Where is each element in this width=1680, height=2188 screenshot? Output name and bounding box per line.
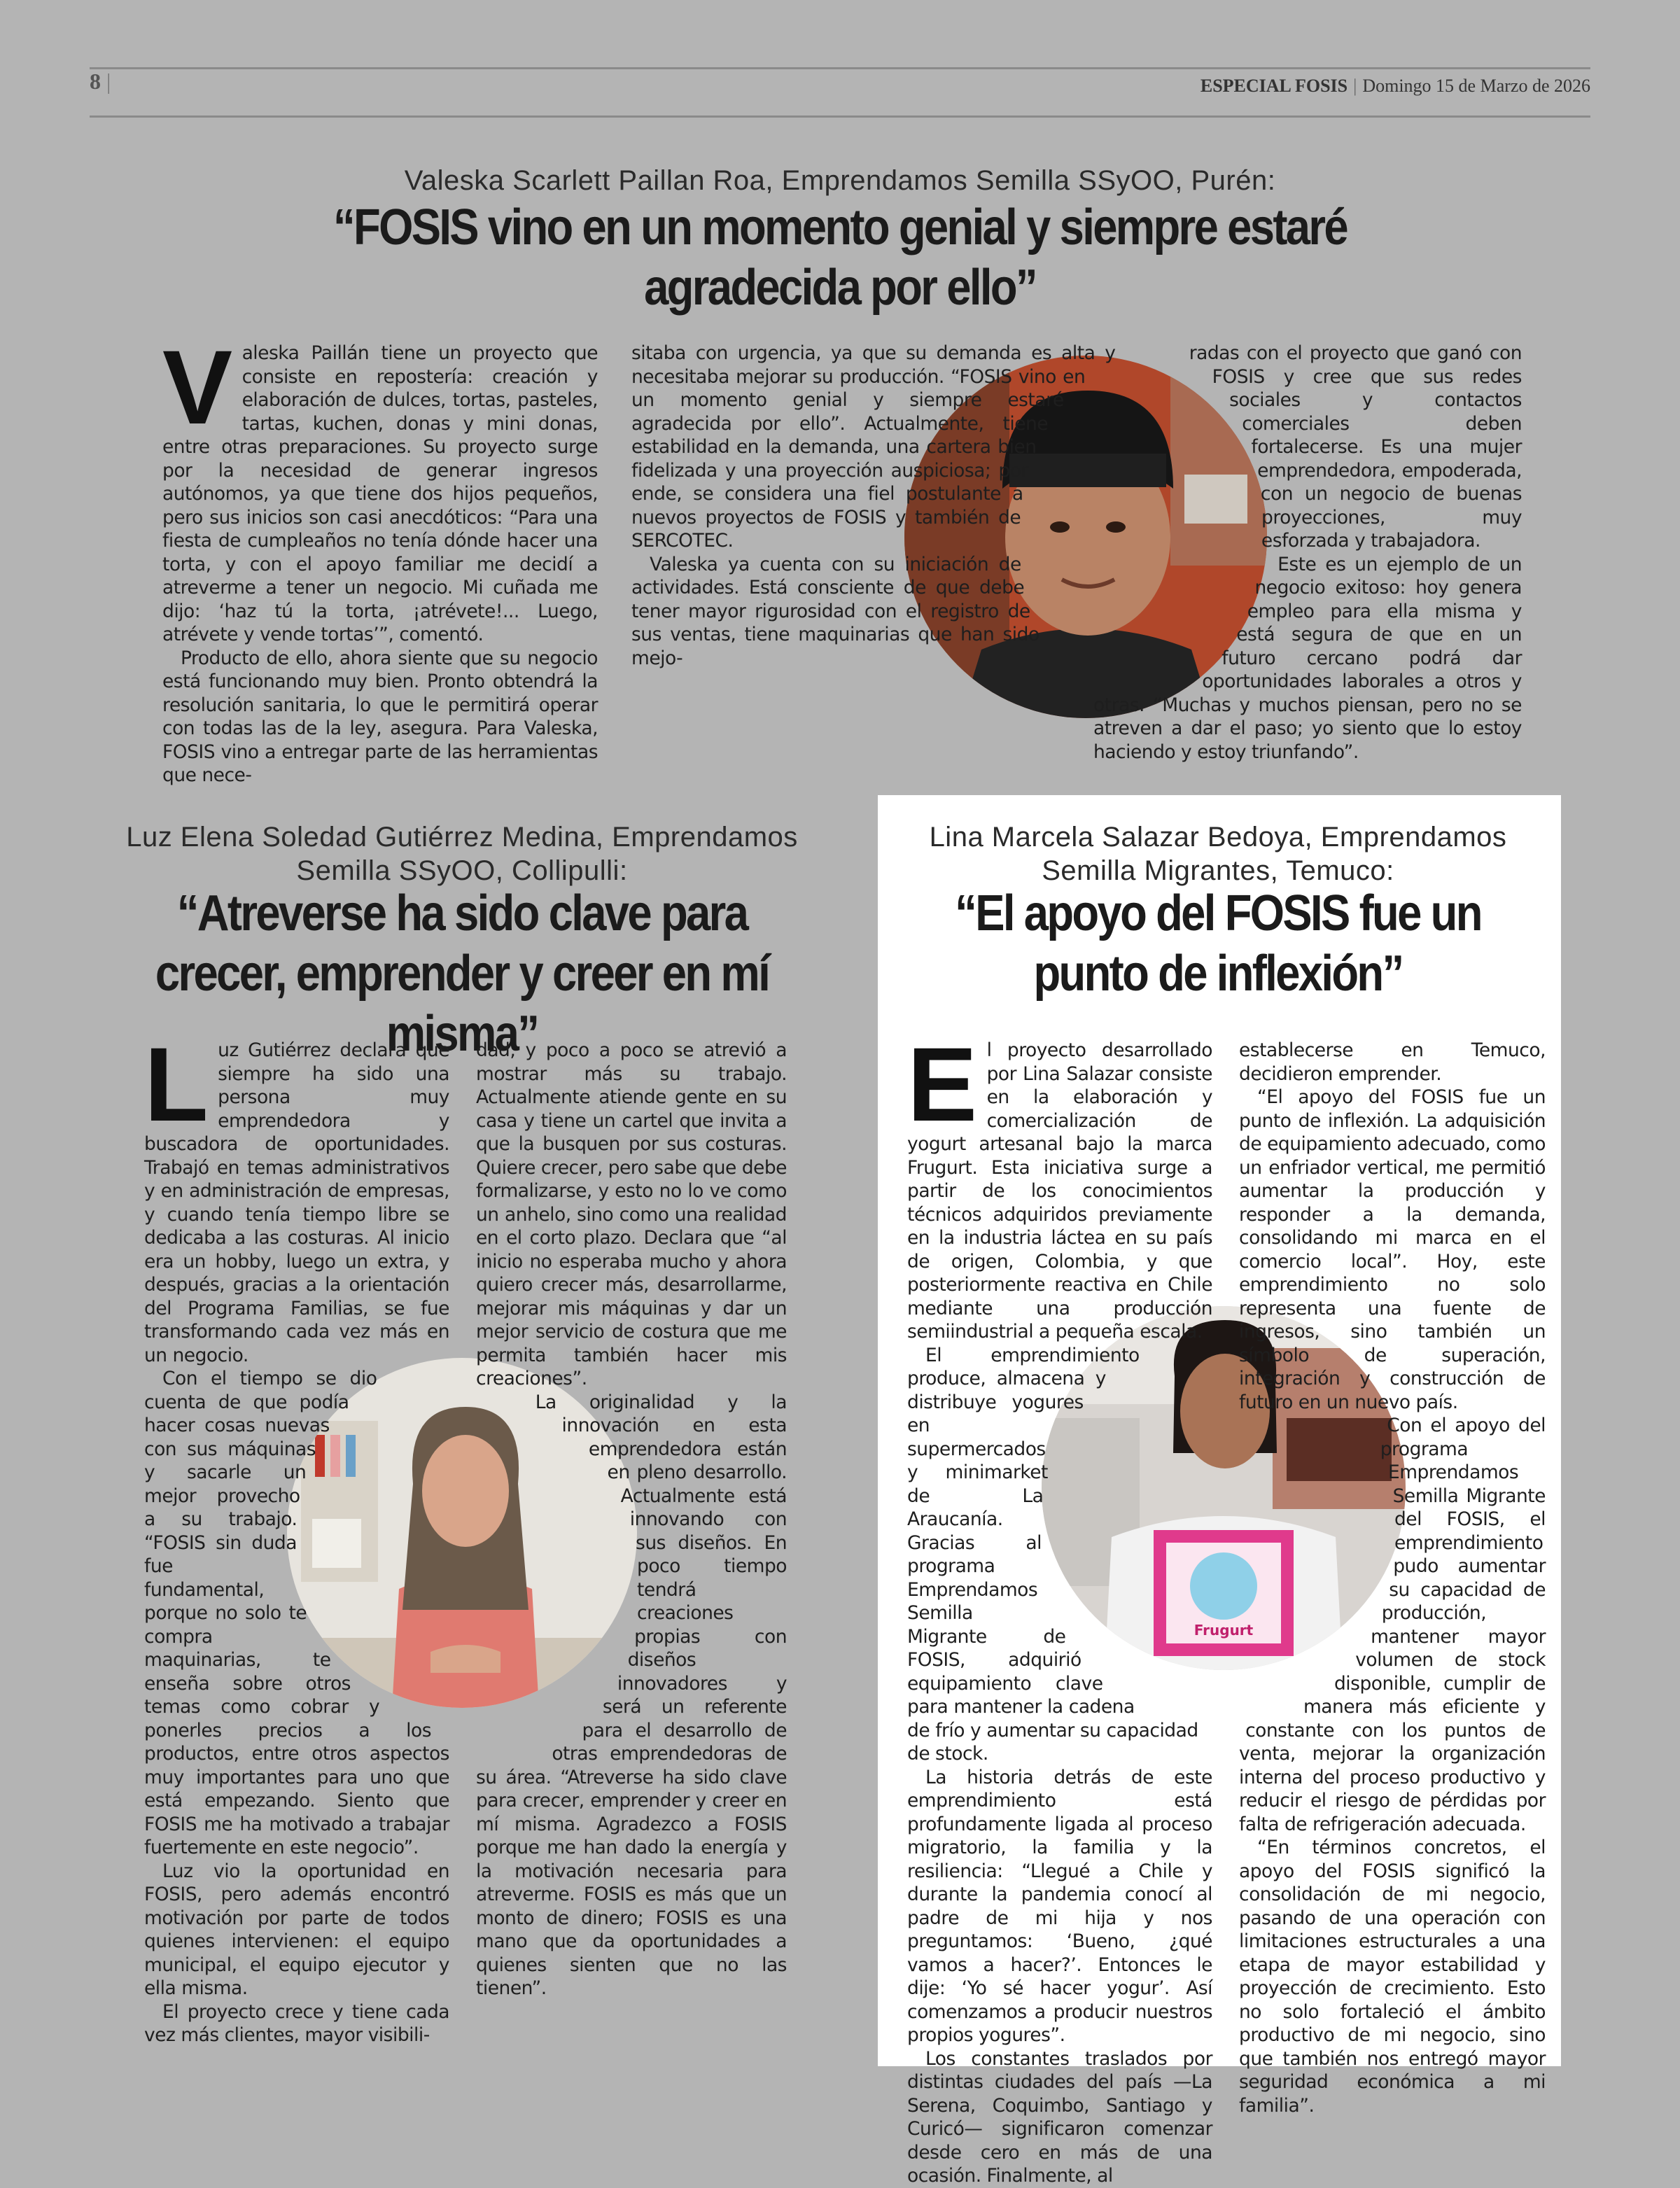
article1-body [162,328,1522,786]
article1-byline: Valeska Scarlett Paillan Roa, Emprendamos Semilla SSyOO, Purén: [404,165,1276,196]
article1-column-1: Valeska Paillán tiene un proyecto que consiste en repostería: creación y elaboración de dulces, tortas, pasteles, tartas, kuchen, donas y mini donas, entre otras preparaciones. Su proyecto surge por la necesidad de generar ingresos autónomos, ya que tiene dos hijos pequeños, pero sus inicios son casi anecdóticos: “Para una fiesta de cumpleaños no tenía dónde hacer una torta, y con el apoyo familiar me decidí a atreverme a tener un negocio. Mi cuñada me dijo: ‘haz tú la torta, ¡atrévete!... Luego, atrévete y vende tortas’”, comentó. Producto de ello, ahora siente que su negocio está funcionando muy bien. Pronto obtendrá la resolución sanitaria, lo que le permitirá operar con todas las de la ley, asegura. Para Valeska, FOSIS vino a entregar parte de las herramientas que nece- [162,328,598,786]
issue-date: Domingo 15 de Marzo de 2026 [1362,76,1590,96]
header-rule [90,115,1590,118]
article3-dropcap: E [907,1025,977,1143]
top-rule [90,67,1590,69]
article1-headline: “FOSIS vino en un momento genial y siempre estaré agradecida por ello” [332,199,1348,316]
article2-byline: Luz Elena Soledad Gutiérrez Medina, Emprendamos Semilla SSyOO, Collipulli: [126,822,798,886]
article3-body [907,1025,1546,2187]
frugurt-sign: Frugurt [1194,1622,1254,1639]
article2-column-1: Luz Gutiérrez declara que siempre ha sido una persona muy emprendedora y buscadora de oportunidades. Trabajó en temas administrativos y en administración de empresas, y cuando tenía tiempo libre se dedicaba a las costuras. Al inicio era un hobby, luego un extra, y después, gracias a la orientación del Programa Familias, se fue transformando cada vez más en un negocio. Con el tiempo se dio cuenta de que podía hacer cosas nuevas con sus máquinas y sacarle un mejor provecho a su trabajo. “FOSIS sin duda fue fundamental, porque no solo te compra maquinarias, te enseña sobre otros temas como cobrar y ponerles precios a los productos, entre otros aspectos muy importantes para uno que está empezando. Siento que FOSIS me ha motivado a trabajar fuertemente en este negocio”. Luz vio la oportunidad en FOSIS, pero además encontró motivación por parte de todos quienes intervienen: el equipo municipal, el equipo ejecutor y ella misma. El proyecto crece y tiene cada vez más clientes, mayor visibili- [144,1025,449,2046]
article1-dropcap: V [162,328,232,446]
article2-headline: “Atreverse ha sido clave para crecer, emprender y creer en mí misma” [155,885,769,1062]
article1-column-3: radas con el proyecto que ganó con FOSIS y cree que sus redes sociales y contactos comerciales deben fortalecerse. Es una mujer emprendedora, empoderada, con un negocio de buenas proyecciones, muy esforzada y trabajadora. Este es un ejemplo de un negocio exitoso: hoy genera empleo para ella misma y está segura de que en un futuro cercano podrá dar oportunidades laborales a otros y otras. “Muchas y muchos piensan, pero no se atreven a dar el paso; yo siento que lo estoy haciendo y estoy triunfando”. [1093,342,1522,763]
article3-byline: Lina Marcela Salazar Bedoya, Emprendamos Semilla Migrantes, Temuco: [929,822,1507,886]
article2-body [144,1025,788,2046]
article3-column-2: establecerse en Temuco, decidieron emprender. “El apoyo del FOSIS fue un punto de inflexión. La adquisición de equipamiento adecuado, como un enfriador vertical, me permitió aumentar la producción y responder a la demanda, consolidando mi marca en el comercio local”. Hoy, este emprendimiento no solo representa una fuente de ingresos, sino también un símbolo de superación, integración y construcción de futuro en un nuevo país. Con el apoyo del programa Emprendamos Semilla Migrante del FOSIS, el emprendimiento pudo aumentar su capacidad de producción, mantener mayor volumen de stock disponible, cumplir de manera más eficiente y constante con los puntos de venta, mejorar la organización interna del proceso productivo y reducir el riesgo de pérdidas por falta de refrigeración adecuada. “En términos concretos, el apoyo del FOSIS significó la consolidación de mi negocio, pasando de una operación con limitaciones estructurales a una etapa de mayor estabilidad y proyección de crecimiento. Esto no solo fortaleció el ámbito productivo de mi negocio, sino que también nos entregó mayor seguridad económica a mi familia”. [1239,1039,1546,2117]
article3-column-1: El proyecto desarrollado por Lina Salazar consiste en la elaboración y comercialización de yogurt artesanal bajo la marca Frugurt. Esta iniciativa surge a partir de los conocimientos técnicos adquiridos previamente en la industria láctea en su país de origen, Colombia, y que posteriormente reactiva en Chile mediante una producción semiindustrial a pequeña escala. El emprendimiento produce, almacena y distribuye yogures en supermercados y minimarket de La Araucanía. Gracias al programa Emprendamos Semilla Migrante de FOSIS, adquirió equipamiento clave para mantener la cadena de frío y aumentar su capacidad de stock. La historia detrás de este emprendimiento está profundamente ligada al proceso migratorio, la familia y la resiliencia: “Llegué a Chile y durante la pandemia conocí al padre de mi hija y nos preguntamos: ‘Bueno, ¿qué vamos a hacer?’. Entonces le dije: ‘Yo sé hacer yogur’. Así comenzamos a producir nuestros propios yogures”. Los constantes traslados por distintas ciudades del país —La Serena, Coquimbo, Santiago y Curicó— significaron comenzar desde cero en más de una ocasión. Finalmente, al [907,1025,1212,2187]
article2-dropcap: L [144,1025,209,1143]
article2-column-2: dad, y poco a poco se atrevió a mostrar más su trabajo. Actualmente atiende gente en su casa y tiene un cartel que invita a que la busquen por sus costuras. Quiere crecer, pero sabe que debe formalizarse, y esto no lo ve como un anhelo, sino como una realidad en el corto plazo. Declara que “al inicio no esperaba mucho y ahora quiero crecer más, desarrollarme, mejorar mis máquinas y dar un mejor servicio de costura que me permita también hacer mis creaciones”. La originalidad y la innovación en esta emprendedora están en pleno desarrollo. Actualmente está innovando con sus diseños. En poco tiempo tendrá creaciones propias con diseños innovadores y será un referente para el desarrollo de otras emprendedoras de su área. “Atreverse ha sido clave para crecer, emprender y creer en mí misma. Agradezco a FOSIS porque me han dado la energía y la motivación necesaria para atreverme. FOSIS es más que un monto de dinero; FOSIS es una mano que da oportunidades a quienes sienten que no las tienen”. [476,1039,787,1999]
article3-headline: “El apoyo del FOSIS fue un punto de inflexión” [955,885,1481,1002]
page-number: 8 | [90,69,111,94]
article1-column-2: sitaba con urgencia, ya que su demanda es alta y necesitaba mejorar su producción. “FOSIS vino en un momento genial y siempre estaré agradecida por ello”. Actualmente, tiene estabilidad en la demanda, una cartera bien fidelizada y una proyección auspiciosa; por ende, se considera una fiel postulante a nuevos proyectos de FOSIS y también de SERCOTEC. Valeska ya cuenta con su iniciación de actividades. Está consciente de que debe tener mayor rigurosidad con el registro de sus ventas, tiene maquinarias que han sido mejo- [631,342,1116,669]
section-name: ESPECIAL FOSIS [1200,76,1348,96]
running-header: ESPECIAL FOSIS | Domingo 15 de Marzo de 2026 [1200,76,1590,96]
